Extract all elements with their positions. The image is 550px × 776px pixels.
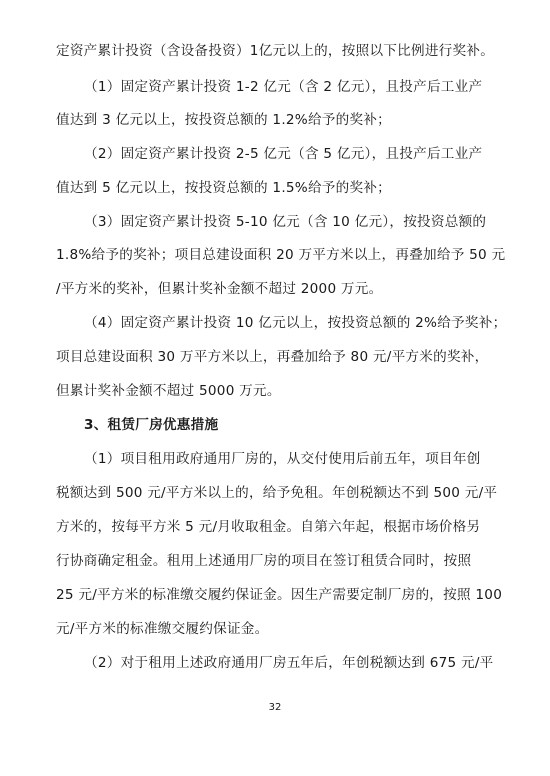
text-line: 元/平方米的标准缴交履约保证金。 [56,621,269,637]
section-heading: 3、租赁厂房优惠措施 [84,417,219,433]
text-line: 25 元/平方米的标准缴交履约保证金。因生产需要定制厂房的，按照 100 [56,587,503,603]
text-line: （2）固定资产累计投资 2-5 亿元（含 5 亿元），且投产后工业产 [84,146,483,162]
text-line: （3）固定资产累计投资 5-10 亿元（含 10 亿元），按投资总额的 [84,214,487,230]
text-line: 值达到 5 亿元以上，按投资总额的 1.5%给予的奖补； [56,180,392,196]
text-line: 但累计奖补金额不超过 5000 万元。 [56,383,281,399]
page-number: 32 [268,702,282,713]
text-line: 税额达到 500 元/平方米以上的，给予免租。年创税额达不到 500 元/平 [56,485,498,501]
text-line: 1.8%给予的奖补；项目总建设面积 20 万平方米以上，再叠加给予 50 元 [56,247,506,263]
text-line: （4）固定资产累计投资 10 亿元以上，按投资总额的 2%给予奖补； [84,315,507,331]
text-line: （1）项目租用政府通用厂房的，从交付使用后前五年，项目年创 [84,451,481,467]
text-line: 值达到 3 亿元以上，按投资总额的 1.2%给予的奖补； [56,112,392,128]
text-line: 定资产累计投资（含设备投资）1亿元以上的，按照以下比例进行奖补。 [56,43,495,59]
text-line: （1）固定资产累计投资 1-2 亿元（含 2 亿元），且投产后工业产 [84,79,483,95]
text-line: （2）对于租用上述政府通用厂房五年后，年创税额达到 675 元/平 [84,655,494,671]
text-line: 项目总建设面积 30 万平方米以上，再叠加给予 80 元/平方米的奖补， [56,349,489,365]
text-line: 行协商确定租金。租用上述通用厂房的项目在签订租赁合同时，按照 [56,553,472,569]
text-line: 方米的，按每平方米 5 元/月收取租金。自第六年起，根据市场价格另 [56,519,481,535]
text-line: /平方米的奖补，但累计奖补金额不超过 2000 万元。 [56,281,383,297]
